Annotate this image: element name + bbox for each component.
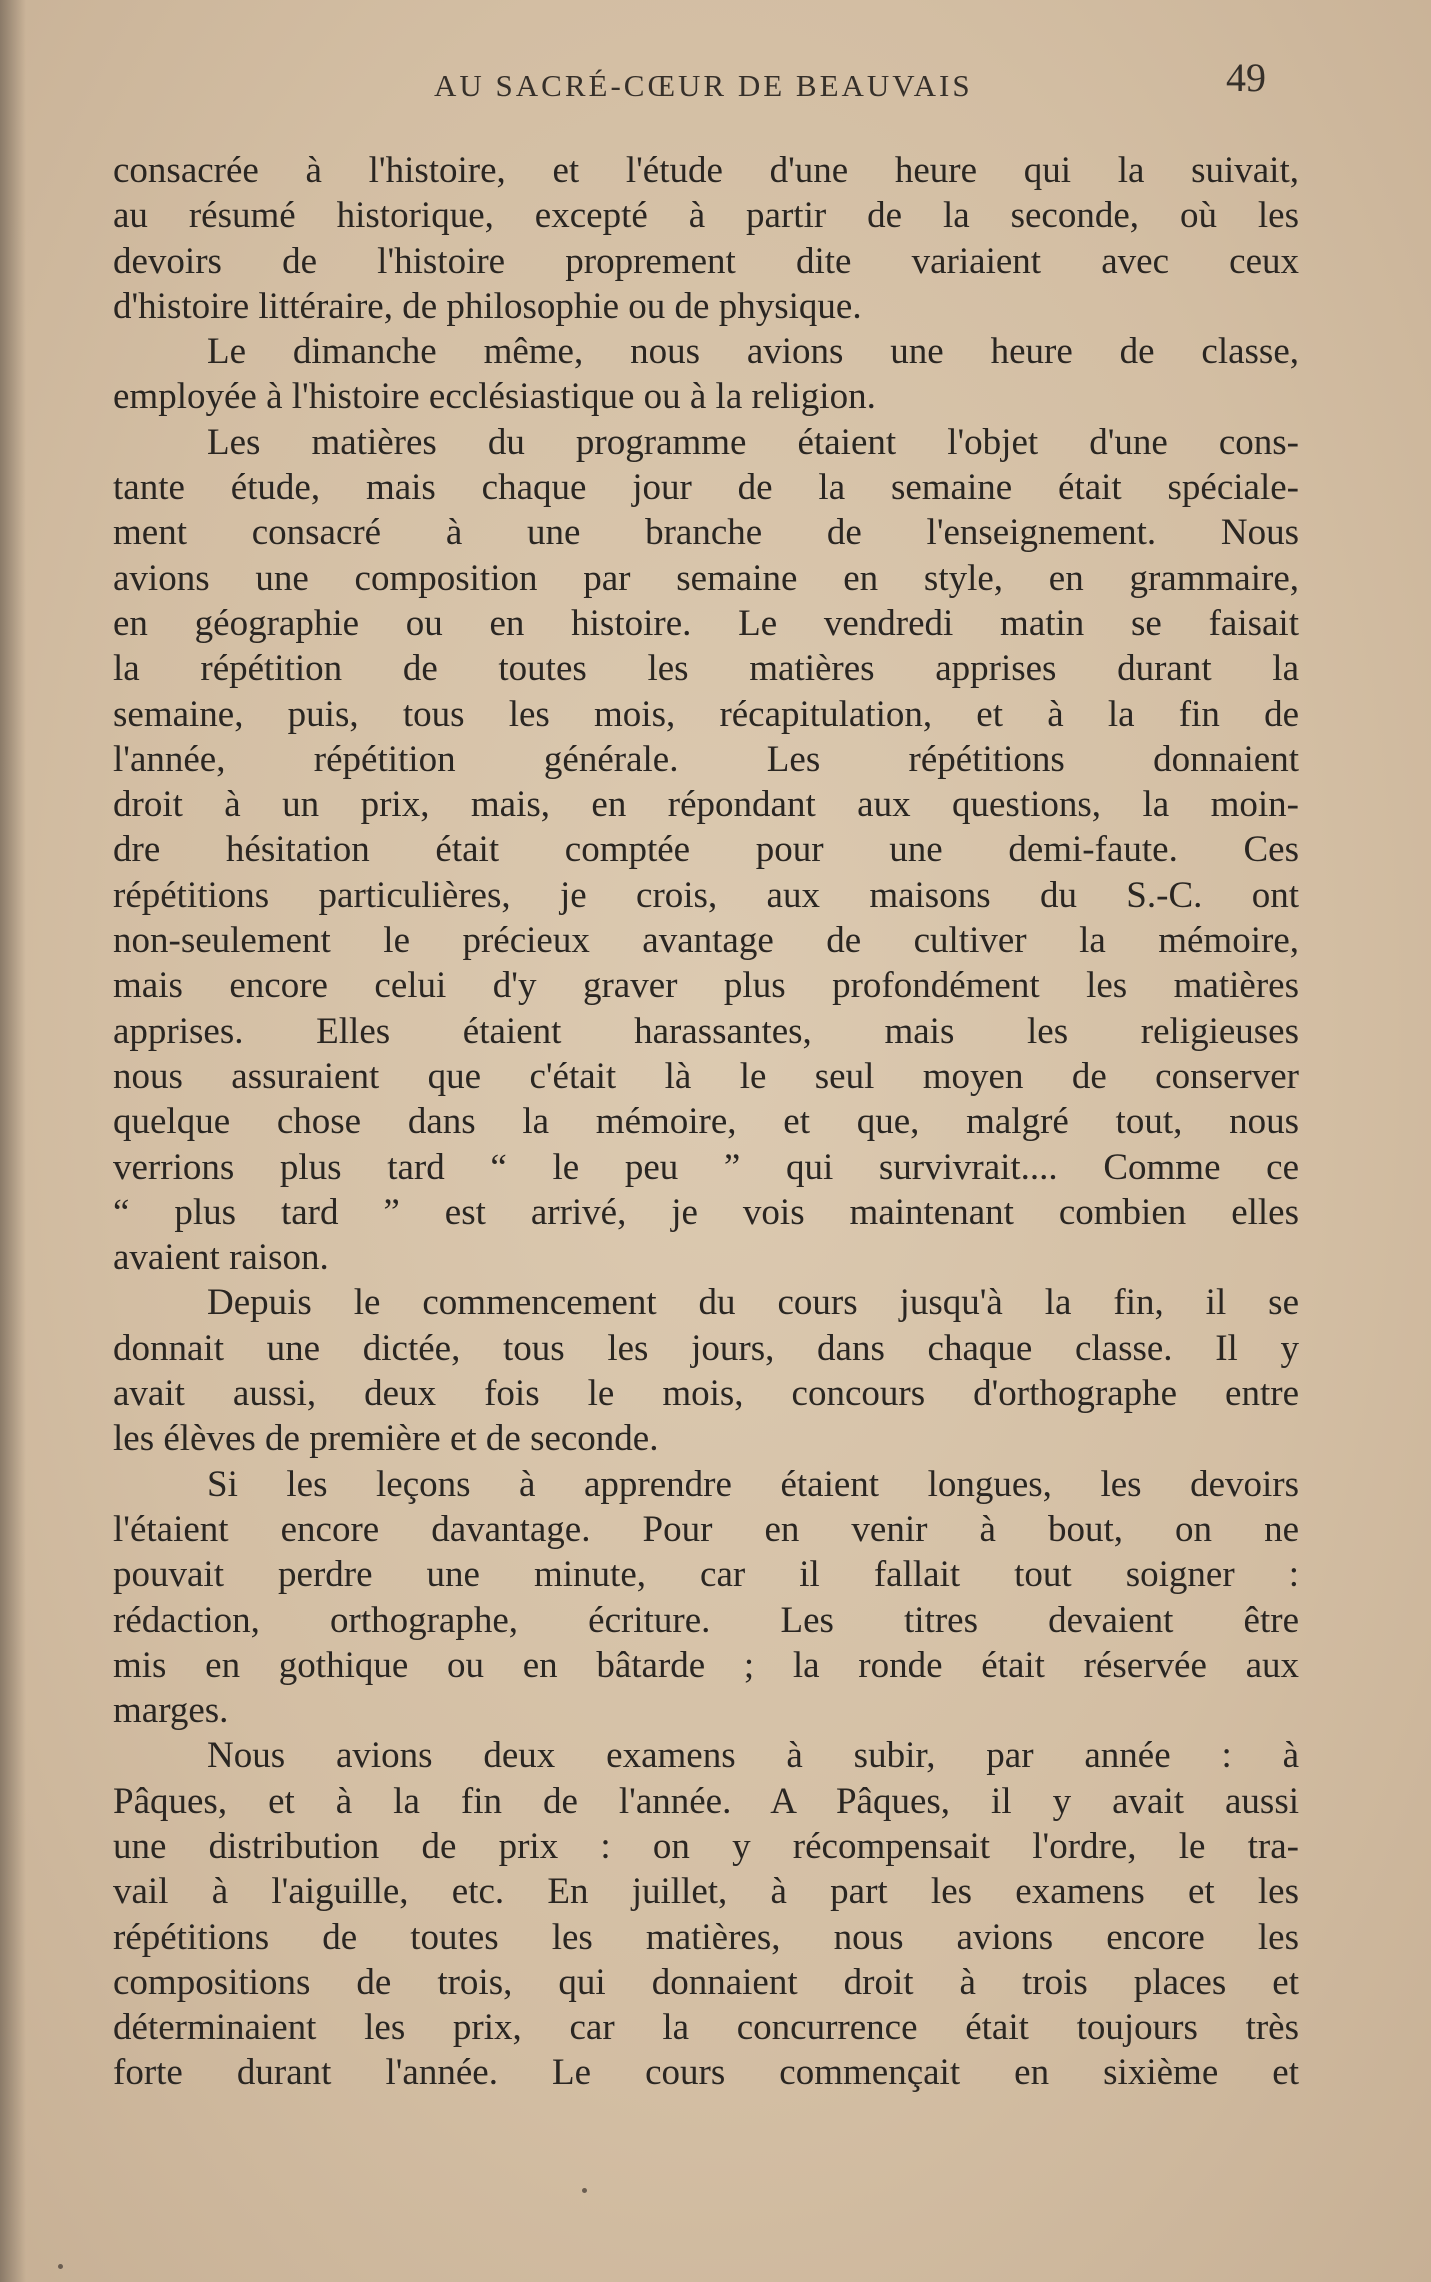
text-line: verrions plus tard “ le peu ” qui survivrait.... Comme ce — [113, 1146, 1299, 1188]
body-text — [113, 148, 1299, 2096]
text-line: Depuis le commencement du cours jusqu'à la fin, il se — [207, 1282, 1299, 1324]
text-line: avions une composition par semaine en style, en grammaire, — [113, 557, 1299, 599]
text-line: apprises. Elles étaient harassantes, mais les religieuses — [113, 1010, 1299, 1052]
text-line: la répétition de toutes les matières apprises durant la — [113, 648, 1299, 690]
text-line: d'histoire littéraire, de philosophie ou de physique. — [113, 285, 862, 327]
text-line: Pâques, et à la fin de l'année. A Pâques, il y avait aussi — [113, 1780, 1299, 1822]
text-line: avait aussi, deux fois le mois, concours d'orthographe entre — [113, 1373, 1299, 1415]
text-line: tante étude, mais chaque jour de la semaine était spéciale- — [113, 467, 1299, 509]
text-line: au résumé historique, excepté à partir de la seconde, où les — [113, 195, 1299, 237]
paper-speck — [582, 2188, 587, 2193]
text-line: “ plus tard ” est arrivé, je vois maintenant combien elles — [113, 1191, 1299, 1233]
text-line: ment consacré à une branche de l'enseignement. Nous — [113, 512, 1299, 554]
text-line: forte durant l'année. Le cours commençait en sixième et — [113, 2052, 1299, 2094]
running-head: AU SACRÉ-CŒUR DE BEAUVAIS — [434, 68, 973, 103]
text-line: rédaction, orthographe, écriture. Les titres devaient être — [113, 1599, 1299, 1641]
text-line: marges. — [113, 1690, 229, 1732]
page-number: 49 — [1226, 55, 1266, 100]
text-line: une distribution de prix : on y récompensait l'ordre, le tra- — [113, 1825, 1299, 1867]
text-line: en géographie ou en histoire. Le vendredi matin se faisait — [113, 602, 1299, 644]
text-line: vail à l'aiguille, etc. En juillet, à part les examens et les — [113, 1871, 1299, 1913]
text-line: les élèves de première et de seconde. — [113, 1418, 659, 1460]
text-line: quelque chose dans la mémoire, et que, malgré tout, nous — [113, 1101, 1299, 1143]
text-line: l'étaient encore davantage. Pour en venir à bout, on ne — [113, 1508, 1299, 1550]
text-line: Nous avions deux examens à subir, par année : à — [207, 1735, 1299, 1777]
text-line: consacrée à l'histoire, et l'étude d'une heure qui la suivait, — [113, 150, 1299, 191]
text-line: Si les leçons à apprendre étaient longues, les devoirs — [207, 1463, 1299, 1505]
text-line: dre hésitation était comptée pour une demi-faute. Ces — [113, 829, 1299, 871]
text-line: nous assuraient que c'était là le seul moyen de conserver — [113, 1055, 1299, 1097]
text-line: employée à l'histoire ecclésiastique ou à la religion. — [113, 376, 876, 418]
text-line: Les matières du programme étaient l'objet d'une cons- — [207, 421, 1299, 463]
text-line: l'année, répétition générale. Les répétitions donnaient — [113, 738, 1299, 780]
text-line: mais encore celui d'y graver plus profondément les matières — [113, 965, 1299, 1007]
binding-shadow — [0, 0, 26, 2282]
text-line: pouvait perdre une minute, car il fallait tout soigner : — [113, 1554, 1299, 1596]
text-line: semaine, puis, tous les mois, récapitulation, et à la fin de — [113, 693, 1299, 735]
text-line: Le dimanche même, nous avions une heure de classe, — [207, 331, 1299, 373]
text-line: droit à un prix, mais, en répondant aux questions, la moin- — [113, 784, 1299, 826]
text-line: compositions de trois, qui donnaient droit à trois places et — [113, 1961, 1299, 2003]
text-line: avaient raison. — [113, 1237, 329, 1279]
text-line: mis en gothique ou en bâtarde ; la ronde était réservée aux — [113, 1644, 1299, 1686]
text-line: donnait une dictée, tous les jours, dans chaque classe. Il y — [113, 1327, 1299, 1369]
text-line: non-seulement le précieux avantage de cultiver la mémoire, — [113, 920, 1299, 962]
paper-speck — [58, 2264, 63, 2269]
text-line: répétitions particulières, je crois, aux maisons du S.-C. ont — [113, 874, 1299, 916]
text-line: devoirs de l'histoire proprement dite variaient avec ceux — [113, 240, 1299, 282]
text-line: déterminaient les prix, car la concurrence était toujours très — [113, 2007, 1299, 2049]
text-line: répétitions de toutes les matières, nous avions encore les — [113, 1916, 1299, 1958]
